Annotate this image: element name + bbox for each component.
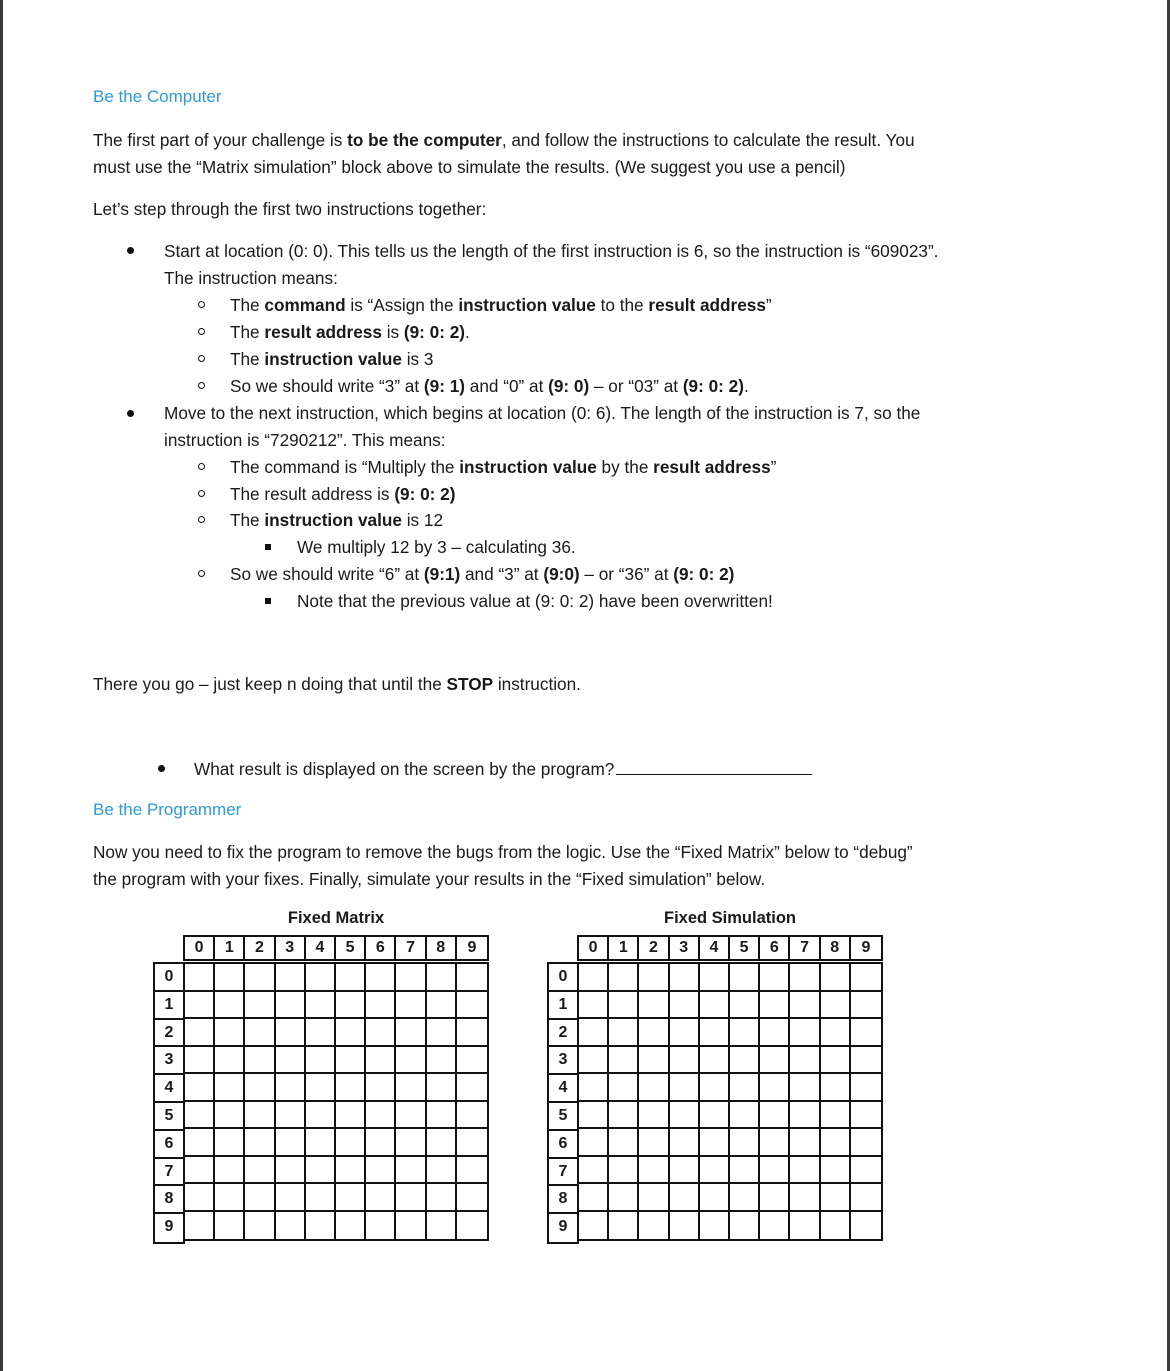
grid-cell[interactable] <box>427 964 457 992</box>
grid-cell[interactable] <box>336 1212 366 1240</box>
section-heading-computer: Be the Computer <box>93 87 222 106</box>
bullet2-line1: Move to the next instruction, which begins at location (0: 6). The length of the instruction is 7, so the <box>164 403 921 423</box>
grid-cell[interactable] <box>185 1047 215 1075</box>
sub-bullet <box>198 328 205 335</box>
grid-cell[interactable] <box>700 1212 730 1240</box>
grid-cell[interactable] <box>851 1157 881 1185</box>
grid-cell[interactable] <box>215 1212 245 1240</box>
grid-cell[interactable] <box>396 1184 426 1212</box>
grid-cell[interactable] <box>457 1157 487 1185</box>
grid-cell[interactable] <box>276 1074 306 1102</box>
grid-cell[interactable] <box>185 1184 215 1212</box>
grid-cell[interactable] <box>639 1019 669 1047</box>
grid-cell[interactable] <box>306 1157 336 1185</box>
grid-cell[interactable] <box>396 1129 426 1157</box>
grid-cell[interactable] <box>760 1157 790 1185</box>
page-left-border <box>0 0 3 1371</box>
fixed-simulation-row-header <box>547 962 579 1244</box>
grid-cell[interactable] <box>609 1019 639 1047</box>
grid-cell[interactable] <box>821 1074 851 1102</box>
fixed-matrix-title: Fixed Matrix <box>287 909 385 927</box>
grid-cell[interactable] <box>427 1019 457 1047</box>
grid-cell[interactable] <box>215 1129 245 1157</box>
grid-cell[interactable] <box>366 1157 396 1185</box>
grid-cell[interactable] <box>851 1074 881 1102</box>
grid-cell[interactable] <box>396 1019 426 1047</box>
grid-cell[interactable] <box>760 1129 790 1157</box>
grid-cell[interactable] <box>366 1184 396 1212</box>
grid-cell[interactable] <box>639 1212 669 1240</box>
step-intro: Let’s step through the first two instructions together: <box>93 199 487 219</box>
grid-cell[interactable] <box>670 1074 700 1102</box>
sub-bullet <box>198 355 205 362</box>
column-label: 5 <box>730 937 760 959</box>
grid-cell[interactable] <box>396 964 426 992</box>
grid-cell[interactable] <box>306 1129 336 1157</box>
column-label: 7 <box>790 937 820 959</box>
intro-line-2: must use the “Matrix simulation” block above to simulate the results. (We suggest you use a pencil) <box>93 157 846 177</box>
row-label: 7 <box>549 1159 577 1187</box>
row-label: 6 <box>549 1131 577 1159</box>
grid-cell[interactable] <box>700 964 730 992</box>
grid-cell[interactable] <box>336 1019 366 1047</box>
grid-cell[interactable] <box>790 1212 820 1240</box>
grid-cell[interactable] <box>730 1157 760 1185</box>
grid-cell[interactable] <box>670 1019 700 1047</box>
fixed-matrix-column-header <box>183 935 489 961</box>
grid-cell[interactable] <box>185 1129 215 1157</box>
grid-cell[interactable] <box>670 1184 700 1212</box>
grid-cell[interactable] <box>336 1047 366 1075</box>
grid-cell[interactable] <box>457 1074 487 1102</box>
grid-cell[interactable] <box>427 1047 457 1075</box>
grid-cell[interactable] <box>306 1047 336 1075</box>
grid-cell[interactable] <box>821 1129 851 1157</box>
grid-cell[interactable] <box>245 1184 275 1212</box>
grid-cell[interactable] <box>579 992 609 1020</box>
bullet2-line2: instruction is “7290212”. This means: <box>164 430 446 450</box>
grid-cell[interactable] <box>851 992 881 1020</box>
row-label: 6 <box>155 1131 183 1159</box>
intro-line-1: The first part of your challenge is to be the computer, and follow the instructions to calculate the result. You <box>93 130 915 150</box>
grid-cell[interactable] <box>396 1047 426 1075</box>
row-label: 1 <box>549 992 577 1020</box>
grid-cell[interactable] <box>276 964 306 992</box>
grid-cell[interactable] <box>215 1157 245 1185</box>
grid-cell[interactable] <box>215 992 245 1020</box>
grid-cell[interactable] <box>579 1074 609 1102</box>
answer-blank[interactable] <box>616 756 812 775</box>
grid-cell[interactable] <box>609 1129 639 1157</box>
grid-cell[interactable] <box>760 1184 790 1212</box>
grid-cell[interactable] <box>851 964 881 992</box>
grid-cell[interactable] <box>215 1184 245 1212</box>
grid-cell[interactable] <box>639 992 669 1020</box>
grid-cell[interactable] <box>821 1047 851 1075</box>
grid-cell[interactable] <box>215 1019 245 1047</box>
column-label: 6 <box>366 937 396 959</box>
row-label: 5 <box>549 1103 577 1131</box>
grid-cell[interactable] <box>790 1157 820 1185</box>
grid-cell[interactable] <box>366 1129 396 1157</box>
sub-bullet <box>198 570 205 577</box>
grid-cell[interactable] <box>185 964 215 992</box>
bullet1-sub3: The instruction value is 3 <box>230 349 434 369</box>
column-label: 1 <box>215 937 245 959</box>
grid-cell[interactable] <box>821 1157 851 1185</box>
grid-cell[interactable] <box>366 1047 396 1075</box>
closing-line: There you go – just keep n doing that until the STOP instruction. <box>93 674 581 694</box>
column-label: 7 <box>396 937 426 959</box>
sub-bullet <box>198 301 205 308</box>
grid-cell[interactable] <box>609 1047 639 1075</box>
row-label: 0 <box>155 964 183 992</box>
square-bullet <box>265 544 271 550</box>
grid-cell[interactable] <box>730 1019 760 1047</box>
fixed-simulation-column-header <box>577 935 883 961</box>
bullet-dot <box>127 410 134 417</box>
grid-cell[interactable] <box>245 992 275 1020</box>
grid-cell[interactable] <box>730 992 760 1020</box>
grid-cell[interactable] <box>790 964 820 992</box>
grid-cell[interactable] <box>276 1047 306 1075</box>
bullet-dot <box>158 765 165 772</box>
column-label: 9 <box>467 939 477 956</box>
grid-cell[interactable] <box>760 1102 790 1130</box>
grid-cell[interactable] <box>457 1102 487 1130</box>
square-bullet <box>265 598 271 604</box>
grid-cell[interactable] <box>245 1074 275 1102</box>
grid-cell[interactable] <box>639 1047 669 1075</box>
sub-bullet <box>198 382 205 389</box>
grid-cell[interactable] <box>427 1074 457 1102</box>
grid-cell[interactable] <box>215 1074 245 1102</box>
column-label: 0 <box>185 937 215 959</box>
grid-cell[interactable] <box>185 1074 215 1102</box>
grid-cell[interactable] <box>609 1102 639 1130</box>
grid-cell[interactable] <box>306 1184 336 1212</box>
grid-cell[interactable] <box>276 1129 306 1157</box>
grid-cell[interactable] <box>215 1047 245 1075</box>
grid-cell[interactable] <box>670 1047 700 1075</box>
grid-cell[interactable] <box>306 964 336 992</box>
column-label: 6 <box>760 937 790 959</box>
grid-cell[interactable] <box>457 1019 487 1047</box>
fixed-simulation-grid <box>577 962 883 1241</box>
grid-cell[interactable] <box>245 1102 275 1130</box>
grid-cell[interactable] <box>245 1129 275 1157</box>
grid-cell[interactable] <box>276 1102 306 1130</box>
row-label: 8 <box>549 1186 577 1214</box>
grid-cell[interactable] <box>427 1184 457 1212</box>
grid-cell[interactable] <box>670 1212 700 1240</box>
grid-cell[interactable] <box>245 1212 275 1240</box>
grid-cell[interactable] <box>821 1184 851 1212</box>
column-label: 9 <box>861 939 871 956</box>
grid-cell[interactable] <box>730 1129 760 1157</box>
grid-cell[interactable] <box>670 1129 700 1157</box>
grid-cell[interactable] <box>851 1212 881 1240</box>
grid-cell[interactable] <box>670 992 700 1020</box>
grid-cell[interactable] <box>427 1129 457 1157</box>
grid-cell[interactable] <box>185 1157 215 1185</box>
column-label: 1 <box>609 937 639 959</box>
column-label: 8 <box>821 937 851 959</box>
grid-cell[interactable] <box>396 1074 426 1102</box>
grid-cell[interactable] <box>276 1019 306 1047</box>
grid-cell[interactable] <box>366 1102 396 1130</box>
sub-bullet <box>198 516 205 523</box>
row-label: 7 <box>155 1159 183 1187</box>
grid-cell[interactable] <box>215 964 245 992</box>
grid-cell[interactable] <box>760 992 790 1020</box>
fixed-simulation-title: Fixed Simulation <box>663 909 797 927</box>
grid-cell[interactable] <box>366 1074 396 1102</box>
grid-cell[interactable] <box>366 1212 396 1240</box>
grid-cell[interactable] <box>457 1212 487 1240</box>
grid-cell[interactable] <box>427 1212 457 1240</box>
grid-cell[interactable] <box>700 1102 730 1130</box>
grid-cell[interactable] <box>336 1074 366 1102</box>
column-label: 4 <box>700 937 730 959</box>
bullet1-line1: Start at location (0: 0). This tells us the length of the first instruction is 6, so the instruction is “609023”. <box>164 241 939 261</box>
grid-cell[interactable] <box>457 1184 487 1212</box>
grid-cell[interactable] <box>457 992 487 1020</box>
row-label: 3 <box>549 1047 577 1075</box>
grid-cell[interactable] <box>306 1212 336 1240</box>
grid-cell[interactable] <box>609 964 639 992</box>
row-label: 2 <box>155 1020 183 1048</box>
section-heading-programmer: Be the Programmer <box>93 800 242 819</box>
grid-cell[interactable] <box>639 964 669 992</box>
grid-cell[interactable] <box>396 1157 426 1185</box>
programmer-line-1: Now you need to fix the program to remove the bugs from the logic. Use the “Fixed Matrix” below to “debug” <box>93 842 913 862</box>
bullet1-sub1: The command is “Assign the instruction value to the result address” <box>230 295 772 315</box>
grid-cell[interactable] <box>670 1102 700 1130</box>
grid-cell[interactable] <box>639 1129 669 1157</box>
grid-cell[interactable] <box>276 1184 306 1212</box>
grid-cell[interactable] <box>821 964 851 992</box>
grid-cell[interactable] <box>851 1102 881 1130</box>
grid-cell[interactable] <box>670 1157 700 1185</box>
grid-cell[interactable] <box>306 992 336 1020</box>
bullet2-sub1: The command is “Multiply the instruction value by the result address” <box>230 457 777 477</box>
grid-cell[interactable] <box>185 992 215 1020</box>
grid-cell[interactable] <box>579 964 609 992</box>
grid-cell[interactable] <box>185 1212 215 1240</box>
grid-cell[interactable] <box>639 1074 669 1102</box>
grid-cell[interactable] <box>579 1019 609 1047</box>
bullet1-sub4: So we should write “3” at (9: 1) and “0” at (9: 0) – or “03” at (9: 0: 2). <box>230 376 749 396</box>
row-label: 3 <box>155 1047 183 1075</box>
grid-cell[interactable] <box>760 1074 790 1102</box>
grid-cell[interactable] <box>336 1129 366 1157</box>
bullet2-subsub1: We multiply 12 by 3 – calculating 36. <box>297 537 576 557</box>
grid-cell[interactable] <box>336 1184 366 1212</box>
grid-cell[interactable] <box>306 1074 336 1102</box>
grid-cell[interactable] <box>821 1212 851 1240</box>
row-label: 4 <box>549 1075 577 1103</box>
grid-cell[interactable] <box>609 1157 639 1185</box>
grid-cell[interactable] <box>790 1047 820 1075</box>
column-label: 0 <box>579 937 609 959</box>
column-label: 3 <box>670 937 700 959</box>
grid-cell[interactable] <box>185 1019 215 1047</box>
grid-cell[interactable] <box>245 1047 275 1075</box>
grid-cell[interactable] <box>366 1019 396 1047</box>
row-label: 9 <box>558 1218 568 1236</box>
bullet2-subsub2: Note that the previous value at (9: 0: 2) have been overwritten! <box>297 591 773 611</box>
question-line: What result is displayed on the screen by the program? <box>194 756 812 783</box>
grid-cell[interactable] <box>427 1102 457 1130</box>
bullet1-sub2: The result address is (9: 0: 2). <box>230 322 470 342</box>
grid-cell[interactable] <box>730 1212 760 1240</box>
fixed-matrix-row-header <box>153 962 185 1244</box>
programmer-line-2: the program with your fixes. Finally, simulate your results in the “Fixed simulation” below. <box>93 869 766 889</box>
bullet2-sub3: The instruction value is 12 <box>230 510 444 530</box>
grid-cell[interactable] <box>851 1184 881 1212</box>
bullet-dot <box>127 247 134 254</box>
grid-cell[interactable] <box>457 1129 487 1157</box>
column-label: 4 <box>306 937 336 959</box>
column-label: 8 <box>427 937 457 959</box>
grid-cell[interactable] <box>851 1019 881 1047</box>
grid-cell[interactable] <box>609 1212 639 1240</box>
grid-cell[interactable] <box>609 992 639 1020</box>
grid-cell[interactable] <box>700 1184 730 1212</box>
grid-cell[interactable] <box>427 1157 457 1185</box>
row-label: 0 <box>549 964 577 992</box>
grid-cell[interactable] <box>700 1019 730 1047</box>
grid-cell[interactable] <box>276 992 306 1020</box>
grid-cell[interactable] <box>700 1047 730 1075</box>
grid-cell[interactable] <box>670 964 700 992</box>
grid-cell[interactable] <box>245 964 275 992</box>
grid-cell[interactable] <box>639 1102 669 1130</box>
row-label: 5 <box>155 1103 183 1131</box>
grid-cell[interactable] <box>851 1047 881 1075</box>
grid-cell[interactable] <box>336 1157 366 1185</box>
grid-cell[interactable] <box>396 992 426 1020</box>
grid-cell[interactable] <box>427 992 457 1020</box>
grid-cell[interactable] <box>790 1102 820 1130</box>
grid-cell[interactable] <box>396 1102 426 1130</box>
grid-cell[interactable] <box>336 992 366 1020</box>
grid-cell[interactable] <box>579 1212 609 1240</box>
grid-cell[interactable] <box>245 1157 275 1185</box>
grid-cell[interactable] <box>730 1074 760 1102</box>
column-label: 3 <box>276 937 306 959</box>
grid-cell[interactable] <box>245 1019 275 1047</box>
bullet2-sub2: The result address is (9: 0: 2) <box>230 484 456 504</box>
grid-cell[interactable] <box>579 1102 609 1130</box>
grid-cell[interactable] <box>760 1047 790 1075</box>
grid-cell[interactable] <box>730 1184 760 1212</box>
grid-cell[interactable] <box>700 1074 730 1102</box>
column-label: 2 <box>245 937 275 959</box>
column-label: 5 <box>336 937 366 959</box>
grid-cell[interactable] <box>700 1129 730 1157</box>
grid-cell[interactable] <box>579 1157 609 1185</box>
grid-cell[interactable] <box>760 1212 790 1240</box>
bullet2-sub4: So we should write “6” at (9:1) and “3” at (9:0) – or “36” at (9: 0: 2) <box>230 564 735 584</box>
grid-cell[interactable] <box>366 964 396 992</box>
grid-cell[interactable] <box>821 1019 851 1047</box>
grid-cell[interactable] <box>215 1102 245 1130</box>
grid-cell[interactable] <box>790 992 820 1020</box>
bullet1-line2: The instruction means: <box>164 268 338 288</box>
grid-cell[interactable] <box>700 1157 730 1185</box>
row-label: 2 <box>549 1020 577 1048</box>
fixed-matrix-grid <box>183 962 489 1241</box>
grid-cell[interactable] <box>276 1157 306 1185</box>
grid-cell[interactable] <box>639 1157 669 1185</box>
grid-cell[interactable] <box>579 1184 609 1212</box>
grid-cell[interactable] <box>821 992 851 1020</box>
grid-cell[interactable] <box>790 1019 820 1047</box>
grid-cell[interactable] <box>336 1102 366 1130</box>
grid-cell[interactable] <box>790 1074 820 1102</box>
grid-cell[interactable] <box>609 1074 639 1102</box>
grid-cell[interactable] <box>185 1102 215 1130</box>
grid-cell[interactable] <box>730 1047 760 1075</box>
grid-cell[interactable] <box>336 964 366 992</box>
grid-cell[interactable] <box>276 1212 306 1240</box>
sub-bullet <box>198 463 205 470</box>
grid-cell[interactable] <box>760 964 790 992</box>
grid-cell[interactable] <box>730 964 760 992</box>
grid-cell[interactable] <box>609 1184 639 1212</box>
grid-cell[interactable] <box>790 1184 820 1212</box>
grid-cell[interactable] <box>366 992 396 1020</box>
grid-cell[interactable] <box>579 1047 609 1075</box>
sub-bullet <box>198 490 205 497</box>
row-label: 9 <box>164 1218 174 1236</box>
row-label: 8 <box>155 1186 183 1214</box>
grid-cell[interactable] <box>457 964 487 992</box>
grid-cell[interactable] <box>306 1102 336 1130</box>
grid-cell[interactable] <box>730 1102 760 1130</box>
grid-cell[interactable] <box>851 1129 881 1157</box>
column-label: 2 <box>639 937 669 959</box>
grid-cell[interactable] <box>821 1102 851 1130</box>
grid-cell[interactable] <box>790 1129 820 1157</box>
row-label: 1 <box>155 992 183 1020</box>
grid-cell[interactable] <box>639 1184 669 1212</box>
grid-cell[interactable] <box>306 1019 336 1047</box>
grid-cell[interactable] <box>579 1129 609 1157</box>
grid-cell[interactable] <box>396 1212 426 1240</box>
grid-cell[interactable] <box>457 1047 487 1075</box>
grid-cell[interactable] <box>700 992 730 1020</box>
grid-cell[interactable] <box>760 1019 790 1047</box>
row-label: 4 <box>155 1075 183 1103</box>
